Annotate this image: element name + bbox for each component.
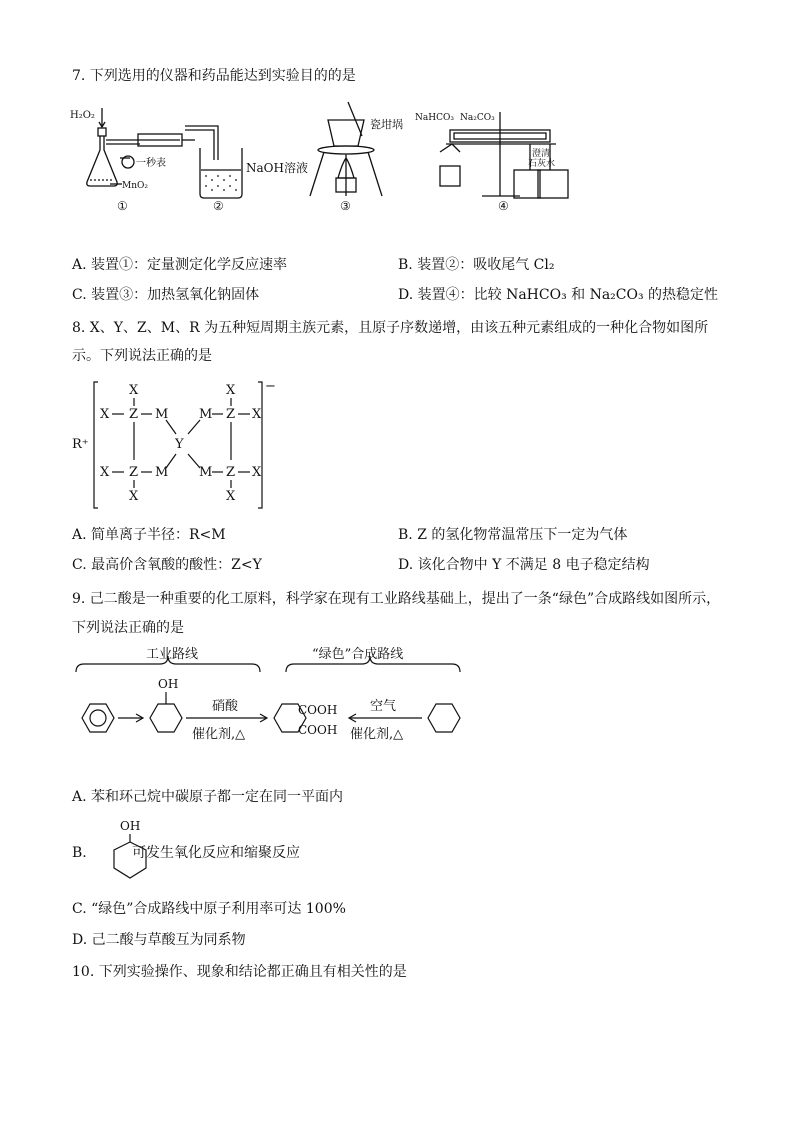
svg-text:M: M (155, 465, 169, 480)
q7-option-b[interactable]: B. 装置②：吸收尾气 Cl₂ (398, 257, 555, 273)
q7-option-a[interactable]: A. 装置①：定量测定化学反应速率 (72, 257, 288, 273)
q7-option-c[interactable]: C. 装置③：加热氢氧化钠固体 (72, 287, 260, 303)
industrial-route-label: 工业路线 (146, 647, 199, 662)
svg-text:X: X (129, 383, 139, 398)
apparatus-3-crucible (310, 102, 403, 196)
svg-text:X: X (226, 489, 236, 504)
svg-text:X: X (100, 407, 110, 422)
svg-text:催化剂,△: 催化剂,△ (192, 727, 246, 742)
svg-text:硝酸: 硝酸 (212, 699, 239, 714)
svg-text:X: X (100, 465, 110, 480)
cation-label: R⁺ (72, 437, 89, 452)
benzene-structure (82, 704, 114, 732)
svg-text:X: X (252, 407, 262, 422)
svg-text:X: X (252, 465, 262, 480)
apparatus-1-label: ① (117, 199, 128, 213)
apparatus-4-label: ④ (498, 199, 509, 213)
svg-text:石灰水: 石灰水 (528, 159, 556, 169)
svg-text:COOH: COOH (298, 723, 338, 737)
q9-option-b-text: 可发生氧化反应和缩聚反应 (132, 845, 300, 861)
svg-text:Na₂CO₃: Na₂CO₃ (460, 113, 495, 123)
svg-text:Z: Z (129, 465, 139, 480)
q9-option-b[interactable] (72, 816, 372, 886)
svg-text:M: M (199, 407, 213, 422)
q8-structure-figure (72, 378, 292, 514)
svg-text:NaOH溶液: NaOH溶液 (246, 161, 308, 175)
apparatus-2-label: ② (213, 199, 224, 213)
green-route-label: “绿色”合成路线 (312, 647, 404, 662)
q8-stem-line2: 示。下列说法正确的是 (72, 348, 212, 364)
q9-option-b-label: B. (72, 845, 87, 861)
q9-option-a[interactable]: A. 苯和环己烷中碳原子都一定在同一平面内 (72, 789, 344, 805)
q7-stem: 7. 下列选用的仪器和药品能达到实验目的的是 (72, 68, 356, 84)
apparatus-1-flask (70, 108, 195, 191)
svg-text:OH: OH (158, 677, 179, 691)
cyclohexanol-structure (150, 677, 182, 732)
svg-text:MnO₂: MnO₂ (122, 181, 148, 191)
svg-text:COOH: COOH (298, 703, 338, 717)
svg-text:Z: Z (129, 407, 139, 422)
svg-text:Y: Y (175, 437, 184, 452)
svg-text:Z: Z (226, 407, 236, 422)
cyclohexane-structure (428, 704, 460, 732)
svg-text:催化剂,△: 催化剂,△ (350, 727, 404, 742)
svg-text:瓷坩埚: 瓷坩埚 (370, 118, 403, 131)
svg-text:M: M (199, 465, 213, 480)
q7-option-d[interactable]: D. 装置④：比较 NaHCO₃ 和 Na₂CO₃ 的热稳定性 (398, 287, 719, 303)
svg-text:一秒表: 一秒表 (136, 158, 166, 169)
anion-charge: − (265, 379, 276, 394)
svg-text:X: X (226, 383, 236, 398)
q8-option-b[interactable]: B. Z 的氢化物常温常压下一定为气体 (398, 527, 628, 543)
svg-text:X: X (129, 489, 139, 504)
q9-stem-line1: 9. 己二酸是一种重要的化工原料，科学家在现有工业路线基础上，提出了一条“绿色”合成路线如图所示， (72, 591, 721, 607)
adipic-acid-structure (274, 703, 337, 737)
q8-option-c[interactable]: C. 最高价含氧酸的酸性：Z<Y (72, 557, 262, 573)
q8-option-a[interactable]: A. 简单离子半径：R<M (72, 527, 226, 543)
q7-apparatus-figure (70, 100, 590, 250)
apparatus-3-label: ③ (340, 199, 351, 213)
q8-option-d[interactable]: D. 该化合物中 Y 不满足 8 电子稳定结构 (398, 557, 650, 573)
svg-text:M: M (155, 407, 169, 422)
q8-stem-line1: 8. X、Y、Z、M、R 为五种短周期主族元素，且原子序数递增，由该五种元素组成的一种化合物如图所 (72, 320, 709, 336)
svg-text:NaHCO₃: NaHCO₃ (415, 113, 454, 123)
svg-text:OH: OH (120, 819, 141, 833)
svg-text:Z: Z (226, 465, 236, 480)
q9-option-c[interactable]: C. “绿色”合成路线中原子利用率可达 100% (72, 901, 346, 917)
apparatus-2-beaker (185, 126, 308, 198)
svg-text:空气: 空气 (370, 699, 397, 714)
svg-text:H₂O₂: H₂O₂ (70, 110, 95, 121)
svg-text:澄清: 澄清 (532, 149, 551, 159)
q9-option-d[interactable]: D. 己二酸与草酸互为同系物 (72, 932, 246, 948)
q9-synthesis-scheme (72, 642, 472, 752)
apparatus-4-thermal-stability (415, 112, 568, 198)
q10-stem: 10. 下列实验操作、现象和结论都正确且有相关性的是 (72, 964, 407, 980)
q9-stem-line2: 下列说法正确的是 (72, 620, 184, 636)
